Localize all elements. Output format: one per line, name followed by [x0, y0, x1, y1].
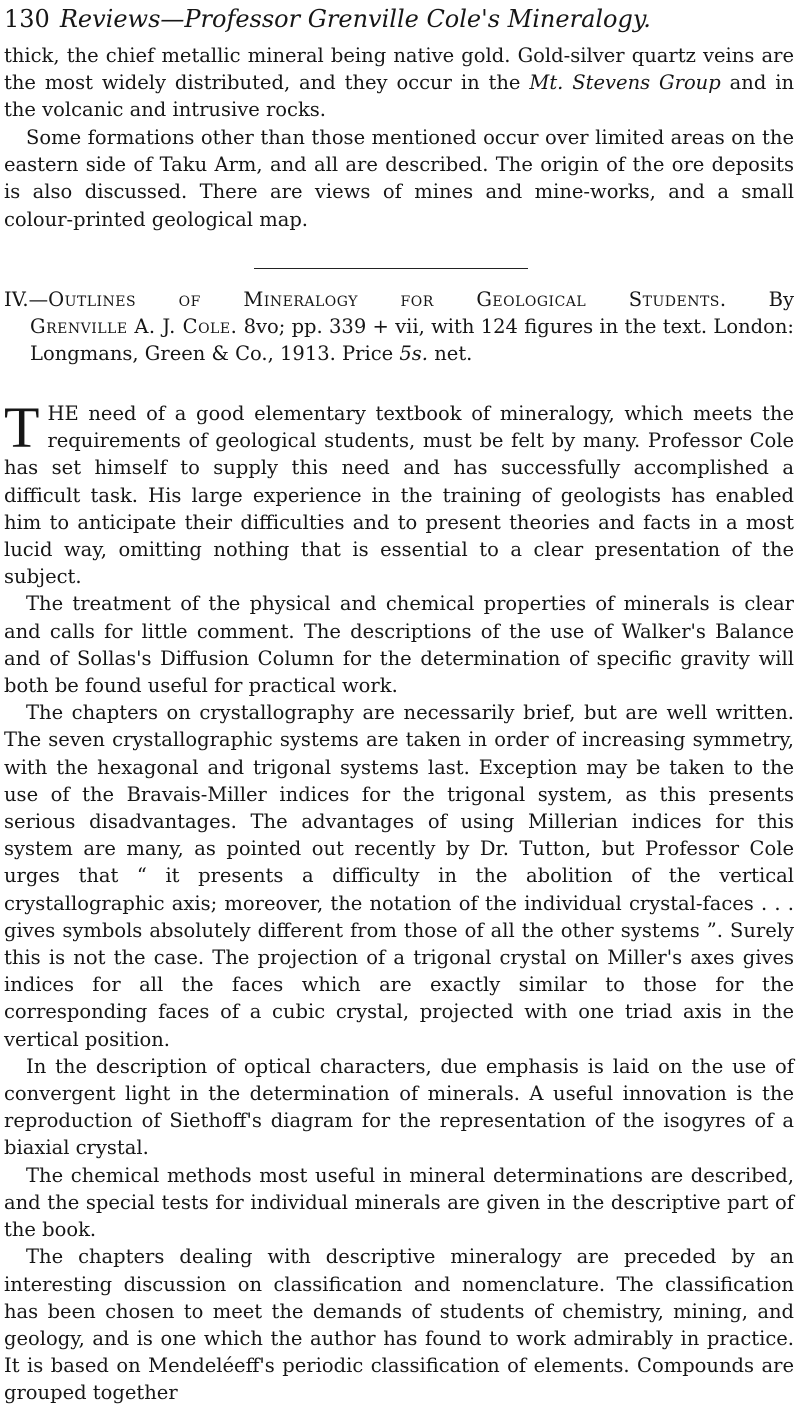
section-divider [254, 268, 528, 269]
group-name: Mt. Stevens Group [529, 71, 721, 95]
review-numeral: IV.— [4, 288, 49, 311]
paragraph-optical: In the description of optical characters, due emphasis is laid on the use of convergent light in the determination of minerals. A useful innovation is the reproduction of Siethoff's diagram for the representation of the isogyres of a biaxial crystal. [4, 1054, 794, 1160]
paragraph-intro [4, 395, 794, 590]
paragraph-chemical: The chemical methods most useful in mineral determinations are described, and the special tests for individual minerals are given in the descriptive part of the book. [4, 1163, 794, 1242]
paragraph-continuation [4, 42, 794, 124]
book-price: 5s. [399, 342, 429, 366]
book-title: Outlines of Mineralogy for Geological Students. [48, 288, 727, 311]
book-details: 8vo; pp. 339 + vii, with 124 figures in the text. London: Longmans, Green & Co., 1913. Price [30, 315, 794, 366]
running-header [4, 2, 796, 36]
review-title-line [4, 286, 794, 313]
paragraph-text: HE need of a good elementary textbook of mineralogy, which meets the requirements of geological students, must be felt by many. Professor Cole has set himself to supply this need and has successfully accomplished a difficult task. His large experience in the training of geologists has enabled him to anticipate their difficulties and to present theories and facts in a most lucid way, omitting nothing that is essential to a clear presentation of the subject. [4, 402, 794, 589]
paragraph-properties: The treatment of the physical and chemical properties of minerals is clear and calls for little comment. The descriptions of the use of Walker's Balance and of Sollas's Diffusion Column for the determination of specific gravity will both be found useful for practical work. [4, 592, 794, 698]
drop-cap: T [4, 395, 40, 460]
paragraph-crystallography: The chapters on crystallography are necessarily brief, but are well written. The seven crystallographic systems are taken in order of increasing symmetry, with the hexagonal and trigonal systems last. Exception may be taken to the use of the Bravais-Miller indices for the trigonal system, as this presents serious disadvantages. The advantages of using Millerian indices for this system are many, as pointed out recently by Dr. Tutton, but Professor Cole urges that “ it presents a difficulty in the abolition of the vertical crystallographic axis; moreover, the notation of the individual crystal-faces . . . gives symbols absolutely different from those of all the other systems ”. Surely this is not the case. The projection of a trigonal crystal on Miller's axes gives indices for all the faces which are exactly similar to those for the corresponding faces of a cubic crystal, projected with one triad axis in the vertical position. [4, 701, 794, 1051]
running-title: Reviews—Professor Grenville Cole's Mineralogy. [59, 5, 651, 33]
page-number: 130 [4, 5, 50, 33]
paragraph-text: and in the volcanic and intrusive rocks. [4, 71, 795, 122]
price-suffix: net. [428, 342, 473, 366]
paragraph-text: thick, the chief metallic mineral being native gold. Gold-silver quartz veins are the most widely distributed, and they occur in the [4, 44, 794, 95]
by-word: By [768, 288, 794, 311]
paragraph-formations: Some formations other than those mentioned occur over limited areas on the eastern side of Taku Arm, and all are described. The origin of the ore deposits is also discussed. There are views of mines and mine-works, and a small colour-printed geological map. [4, 126, 794, 231]
book-author: Grenville A. J. Cole. [30, 315, 238, 339]
review-body [4, 395, 794, 1407]
paragraph-descriptive: The chapters dealing with descriptive mineralogy are preceded by an interesting discussion on classification and nomenclature. The classification has been chosen to meet the demands of students of chemistry, mining, and geology, and is one which the author has found to work admirably in practice. It is based on Mendeléeff's periodic classification of elements. Compounds are grouped together [4, 1245, 794, 1405]
review-details [4, 313, 794, 367]
review-heading [4, 286, 794, 368]
